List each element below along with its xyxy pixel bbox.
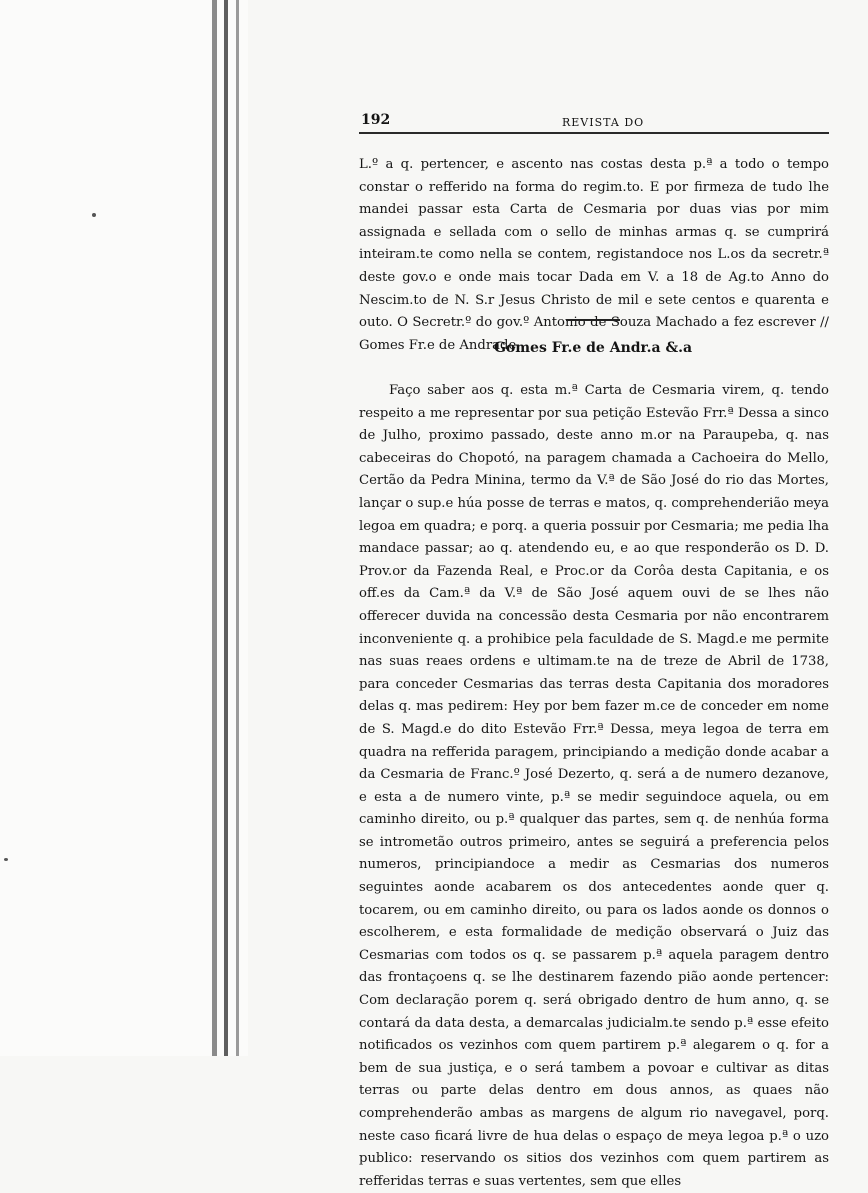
page [357, 0, 829, 1189]
page-header [357, 110, 829, 132]
scan-speck [92, 213, 96, 217]
binding-edge-line [224, 0, 228, 1056]
body-paragraph: Faço saber aos q. esta m.ª Carta de Cesmaria virem, q. tendo respeito a me representar por sua petição Estevão Frr.ª Dessa a sinco de Julho, proximo passado, deste anno m.or na Paraupeba, q. nas cabeceiras do Chopotó, na paragem chamada a Cachoeira do Mello, Certão da Pedra Minina, termo da V.ª de São José do rio das Mortes, lançar o sup.e húa posse de terras e matos, q. comprehenderião meya legoa em quadra; e porq. a queria possuir por Cesmaria; me pedia lha mandace passar; ao q. atendendo eu, e ao que responderão os D. D. Prov.or da Fazenda Real, e Proc.or da Corôa desta Capitania, e os off.es da Cam.ª da V.ª de São José aquem ouvi de se lhes não offerecer duvida na concessão desta Cesmaria por não encontrarem inconveniente q. a prohibice pela faculdade de S. Magd.e me permite nas suas reaes ordens e ultimam.te na de treze de Abril de 1738, para conceder Cesmarias das terras desta Capitania dos moradores delas q. mas pedirem: Hey por bem fazer m.ce de conceder em nome de S. Magd.e do dito Estevão Frr.ª Dessa, meya legoa de terra em quadra na refferida paragem, principiando a medição donde acabar a da Cesmaria de Franc.º José Dezerto, q. será a de numero dezanove, e esta a de numero vinte, p.ª se medir seguindoce aquela, ou em caminho direito, ou p.ª qualquer das partes, sem q. de nenhúa forma se intrometão outros primeiro, antes se seguirá a preferencia pelos numeros, principiandoce a medir as Cesmarias dos numeros seguintes aonde acabarem os dos antecedentes aonde quer q. tocarem, ou em caminho direito, ou para os lados aonde os donnos o escolherem, e esta formalidade de medição observará o Juiz das Cesmarias com todos os q. se passarem p.ª aquela paragem dentro das frontaçoens q. se lhe destinarem fazendo pião aonde pertencer: Com declaração porem q. será obrigado dentro de hum anno, q. se contará da data desta, a demarcalas judicialm.te sendo p.ª esse efeito notificados os vezinhos com quem partirem p.ª alegarem o q. for a bem de sua justiça, e o será tambem a povoar e cultivar as ditas terras ou parte delas dentro em dous annos, as quaes não comprehenderão ambas as margens de algum rio navegavel, porq. neste caso ficará livre de hua delas o espaço de meya legoa p.ª o uzo publico: reservando os sitios dos vezinhos com quem partirem as refferidas terras e suas vertentes, sem que elles [359, 383, 829, 1189]
binding-edge-line [212, 0, 217, 1056]
section-divider [566, 319, 620, 321]
binding-edge-line [236, 0, 239, 1056]
body-paragraph: L.º a q. pertencer, e ascento nas costas desta p.ª a todo o tempo constar o refferido na forma do regim.to. E por firmeza de tudo lhe mandei passar esta Carta de Cesmaria por duas vias por mim assignada e sellada com o sello de minhas armas q. se cumprirá inteiram.te como nella se contem, registandoce nos L.os da secretr.ª deste gov.o e onde mais tocar Dada em V. a 18 de Ag.to Anno do Nescim.to de N. S.r Jesus Christo de mil e sete centos e quarenta e outo. O Secretr.º do gov.º Antonio de Souza Machado a fez escrever // Gomes Fr.e de Andrade. [359, 157, 829, 353]
binding-gutter [0, 0, 248, 1056]
header-rule [359, 132, 829, 134]
page-number: 192 [361, 112, 391, 128]
running-head: REVISTA DO [562, 116, 645, 129]
section-title: Gomes Fr.e de Andr.a &.a [493, 340, 693, 356]
scan-speck [4, 858, 8, 861]
